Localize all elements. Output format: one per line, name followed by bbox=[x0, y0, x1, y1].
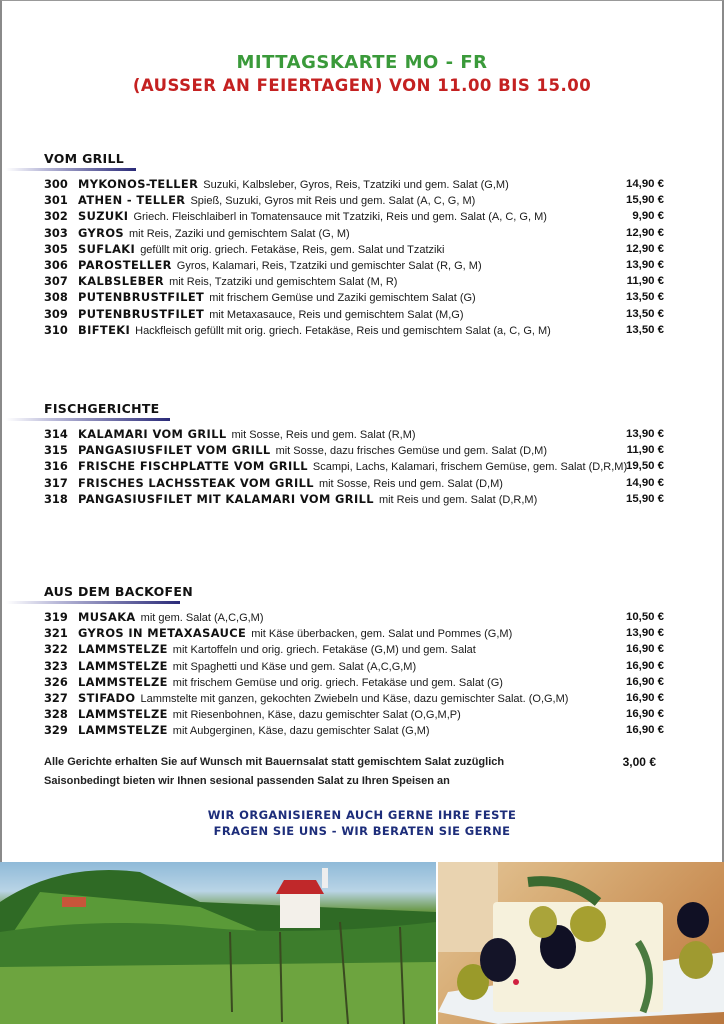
item-price: 13,50 € bbox=[625, 307, 664, 320]
item-name: PUTENBRUSTFILET bbox=[78, 290, 205, 305]
menu-item-row bbox=[44, 475, 664, 491]
menu-item-row bbox=[44, 289, 664, 305]
item-description: Scampi, Lachs, Kalamari, frischem Gemüse, gem. Salat (D,R,M) bbox=[312, 461, 628, 474]
item-price: 12,90 € bbox=[625, 242, 664, 255]
item-number: 328 bbox=[44, 707, 68, 722]
promo-line-2: FRAGEN SIE UNS - WIR BERATEN SIE GERNE bbox=[213, 824, 511, 838]
item-name: LAMMSTELZE bbox=[78, 707, 168, 722]
item-description: mit frischem Gemüse und orig. griech. Fetakäse und gem. Salat (G) bbox=[172, 676, 503, 689]
menu-item-row bbox=[44, 674, 664, 690]
item-price: 16,90 € bbox=[625, 708, 664, 721]
item-description: Spieß, Suzuki, Gyros mit Reis und gem. Salat (A, C, G, M) bbox=[190, 195, 476, 208]
item-name: SUZUKI bbox=[78, 209, 129, 224]
item-name: MUSAKA bbox=[78, 610, 136, 624]
item-price: 13,50 € bbox=[625, 323, 664, 336]
item-number: 302 bbox=[44, 209, 68, 224]
item-price: 9,90 € bbox=[632, 210, 664, 223]
item-name: MYKONOS-TELLER bbox=[78, 177, 199, 191]
promo-line-1: WIR ORGANISIEREN AUCH GERNE IHRE FESTE bbox=[207, 808, 517, 822]
item-description: mit Sosse, Reis und gem. Salat (R,M) bbox=[231, 429, 416, 441]
item-price: 15,90 € bbox=[625, 194, 664, 207]
menu-item-row bbox=[44, 641, 664, 657]
item-number: 310 bbox=[44, 322, 68, 337]
item-number: 300 bbox=[44, 177, 68, 191]
item-price: 16,90 € bbox=[625, 724, 664, 737]
item-number: 327 bbox=[44, 691, 68, 705]
item-price: 15,90 € bbox=[625, 492, 664, 505]
item-name: GYROS IN METAXASAUCE bbox=[78, 626, 247, 641]
item-number: 306 bbox=[44, 258, 68, 272]
item-name: LAMMSTELZE bbox=[78, 723, 168, 738]
item-name: PANGASIUSFILET MIT KALAMARI VOM GRILL bbox=[78, 491, 374, 506]
item-name: PAROSTELLER bbox=[78, 258, 172, 272]
item-price: 13,50 € bbox=[625, 291, 664, 304]
item-number: 322 bbox=[44, 642, 68, 657]
menu-item-row bbox=[44, 609, 664, 625]
item-number: 307 bbox=[44, 274, 68, 289]
item-name: SUFLAKI bbox=[78, 241, 136, 256]
item-price: 14,90 € bbox=[625, 178, 664, 190]
menu-item-row bbox=[44, 208, 664, 224]
item-description: Suzuki, Kalbsleber, Gyros, Reis, Tzatziki und gem. Salat (G,M) bbox=[203, 179, 509, 191]
item-description: mit Reis, Tzatziki und gemischtem Salat (M, R) bbox=[169, 276, 398, 289]
section-underline bbox=[6, 601, 180, 604]
item-number: 303 bbox=[44, 225, 68, 240]
item-number: 329 bbox=[44, 723, 68, 738]
item-number: 315 bbox=[44, 443, 68, 458]
item-name: LAMMSTELZE bbox=[78, 658, 168, 673]
item-number: 326 bbox=[44, 674, 68, 689]
item-number: 319 bbox=[44, 610, 68, 624]
menu-item-row bbox=[44, 257, 664, 273]
item-name: LAMMSTELZE bbox=[78, 642, 168, 657]
item-price: 16,90 € bbox=[625, 659, 664, 672]
salad-upgrade-price: 3,00 € bbox=[622, 755, 656, 769]
item-name: BIFTEKI bbox=[78, 322, 131, 337]
item-description: mit gem. Salat (A,C,G,M) bbox=[140, 612, 264, 624]
vineyard-illustration bbox=[0, 862, 436, 1024]
item-description: mit Sosse, dazu frisches Gemüse und gem. Salat (D,M) bbox=[275, 445, 548, 458]
item-name: GYROS bbox=[78, 225, 125, 240]
menu-item-row bbox=[44, 706, 664, 722]
item-description: Hackfleisch gefüllt mit orig. griech. Fetakäse, Reis und gemischtem Salat (a, C, G, M) bbox=[135, 324, 551, 337]
section-title-fish: FISCHGERICHTE bbox=[44, 401, 160, 416]
item-number: 305 bbox=[44, 241, 68, 256]
menu-title: MITTAGSKARTE MO - FR bbox=[236, 52, 488, 73]
menu-item-row bbox=[44, 306, 664, 322]
item-description: Gyros, Kalamari, Reis, Tzatziki und gemischter Salat (R, G, M) bbox=[176, 260, 482, 272]
item-price: 19,50 € bbox=[625, 460, 664, 473]
section-underline bbox=[6, 418, 170, 421]
item-description: mit Reis und gem. Salat (D,R,M) bbox=[378, 493, 538, 506]
item-description: Lammstelte mit ganzen, gekochten Zwiebeln und Käse, dazu gemischter Salat. (O,G,M) bbox=[140, 693, 569, 705]
feta-olives-photo bbox=[438, 862, 724, 1024]
item-description: mit Aubgerginen, Käse, dazu gemischter Salat (G,M) bbox=[172, 725, 430, 738]
menu-item-row bbox=[44, 442, 664, 458]
salad-upgrade-note: Alle Gerichte erhalten Sie auf Wunsch mit Bauernsalat statt gemischtem Salat zuzüglich bbox=[44, 756, 505, 768]
menu-item-row bbox=[44, 176, 664, 192]
item-number: 323 bbox=[44, 658, 68, 673]
item-number: 318 bbox=[44, 491, 68, 506]
item-description: Griech. Fleischlaiberl in Tomatensauce mit Tzatziki, Reis und gem. Salat (A, C, G, M) bbox=[133, 211, 547, 224]
item-price: 16,90 € bbox=[625, 643, 664, 656]
item-price: 14,90 € bbox=[625, 476, 664, 489]
menu-item-row bbox=[44, 225, 664, 241]
item-description: mit frischem Gemüse und Zaziki gemischtem Salat (G) bbox=[209, 292, 476, 305]
menu-item-row bbox=[44, 458, 664, 474]
menu-item-row bbox=[44, 690, 664, 706]
menu-item-row bbox=[44, 658, 664, 674]
item-price: 13,90 € bbox=[625, 259, 664, 271]
item-description: mit Sosse, Reis und gem. Salat (D,M) bbox=[318, 477, 503, 490]
item-number: 317 bbox=[44, 475, 68, 490]
item-name: ATHEN - TELLER bbox=[78, 193, 186, 208]
item-description: gefüllt mit orig. griech. Fetakäse, Reis, gem. Salat und Tzatziki bbox=[140, 243, 445, 256]
vineyard-photo bbox=[0, 862, 436, 1024]
menu-item-row bbox=[44, 241, 664, 257]
item-number: 301 bbox=[44, 193, 68, 208]
item-name: LAMMSTELZE bbox=[78, 674, 168, 689]
item-description: mit Spaghetti und Käse und gem. Salat (A,C,G,M) bbox=[172, 660, 417, 673]
section-title-grill: VOM GRILL bbox=[44, 151, 125, 166]
item-description: mit Käse überbacken, gem. Salat und Pommes (G,M) bbox=[251, 628, 513, 641]
item-number: 314 bbox=[44, 427, 68, 441]
menu-item-row bbox=[44, 722, 664, 738]
menu-item-row bbox=[44, 322, 664, 338]
item-price: 10,50 € bbox=[625, 611, 664, 623]
item-price: 16,90 € bbox=[625, 692, 664, 704]
item-name: PUTENBRUSTFILET bbox=[78, 306, 205, 321]
item-number: 309 bbox=[44, 306, 68, 321]
item-name: KALBSLEBER bbox=[78, 274, 165, 289]
seasonal-salad-note: Saisonbedingt bieten wir Ihnen sesional passenden Salat zu Ihren Speisen an bbox=[44, 775, 450, 787]
section-title-oven: AUS DEM BACKOFEN bbox=[44, 584, 193, 599]
item-name: FRISCHE FISCHPLATTE VOM GRILL bbox=[78, 459, 308, 474]
item-price: 13,90 € bbox=[625, 428, 664, 440]
item-description: mit Kartoffeln und orig. griech. Fetakäse (G,M) und gem. Salat bbox=[172, 644, 476, 657]
item-price: 13,90 € bbox=[625, 627, 664, 640]
item-name: KALAMARI VOM GRILL bbox=[78, 427, 227, 441]
menu-item-row bbox=[44, 426, 664, 442]
menu-item-row bbox=[44, 192, 664, 208]
feta-olives-illustration bbox=[438, 862, 724, 1024]
item-price: 16,90 € bbox=[625, 675, 664, 688]
menu-item-row bbox=[44, 625, 664, 641]
item-price: 12,90 € bbox=[625, 226, 664, 239]
item-description: mit Reis, Zaziki und gemischtem Salat (G, M) bbox=[129, 227, 350, 240]
menu-item-row bbox=[44, 491, 664, 507]
item-number: 316 bbox=[44, 459, 68, 474]
item-price: 11,90 € bbox=[626, 275, 664, 288]
menu-subtitle: (AUSSER AN FEIERTAGEN) VON 11.00 BIS 15.00 bbox=[132, 76, 592, 95]
item-number: 321 bbox=[44, 626, 68, 641]
item-name: FRISCHES LACHSSTEAK VOM GRILL bbox=[78, 475, 314, 490]
menu-item-row bbox=[44, 273, 664, 289]
item-price: 11,90 € bbox=[626, 444, 664, 457]
item-description: mit Riesenbohnen, Käse, dazu gemischter Salat (O,G,M,P) bbox=[172, 709, 461, 722]
item-name: STIFADO bbox=[78, 691, 136, 705]
section-underline bbox=[6, 168, 136, 171]
item-name: PANGASIUSFILET VOM GRILL bbox=[78, 443, 271, 458]
item-description: mit Metaxasauce, Reis und gemischtem Salat (M,G) bbox=[209, 308, 464, 321]
item-number: 308 bbox=[44, 290, 68, 305]
